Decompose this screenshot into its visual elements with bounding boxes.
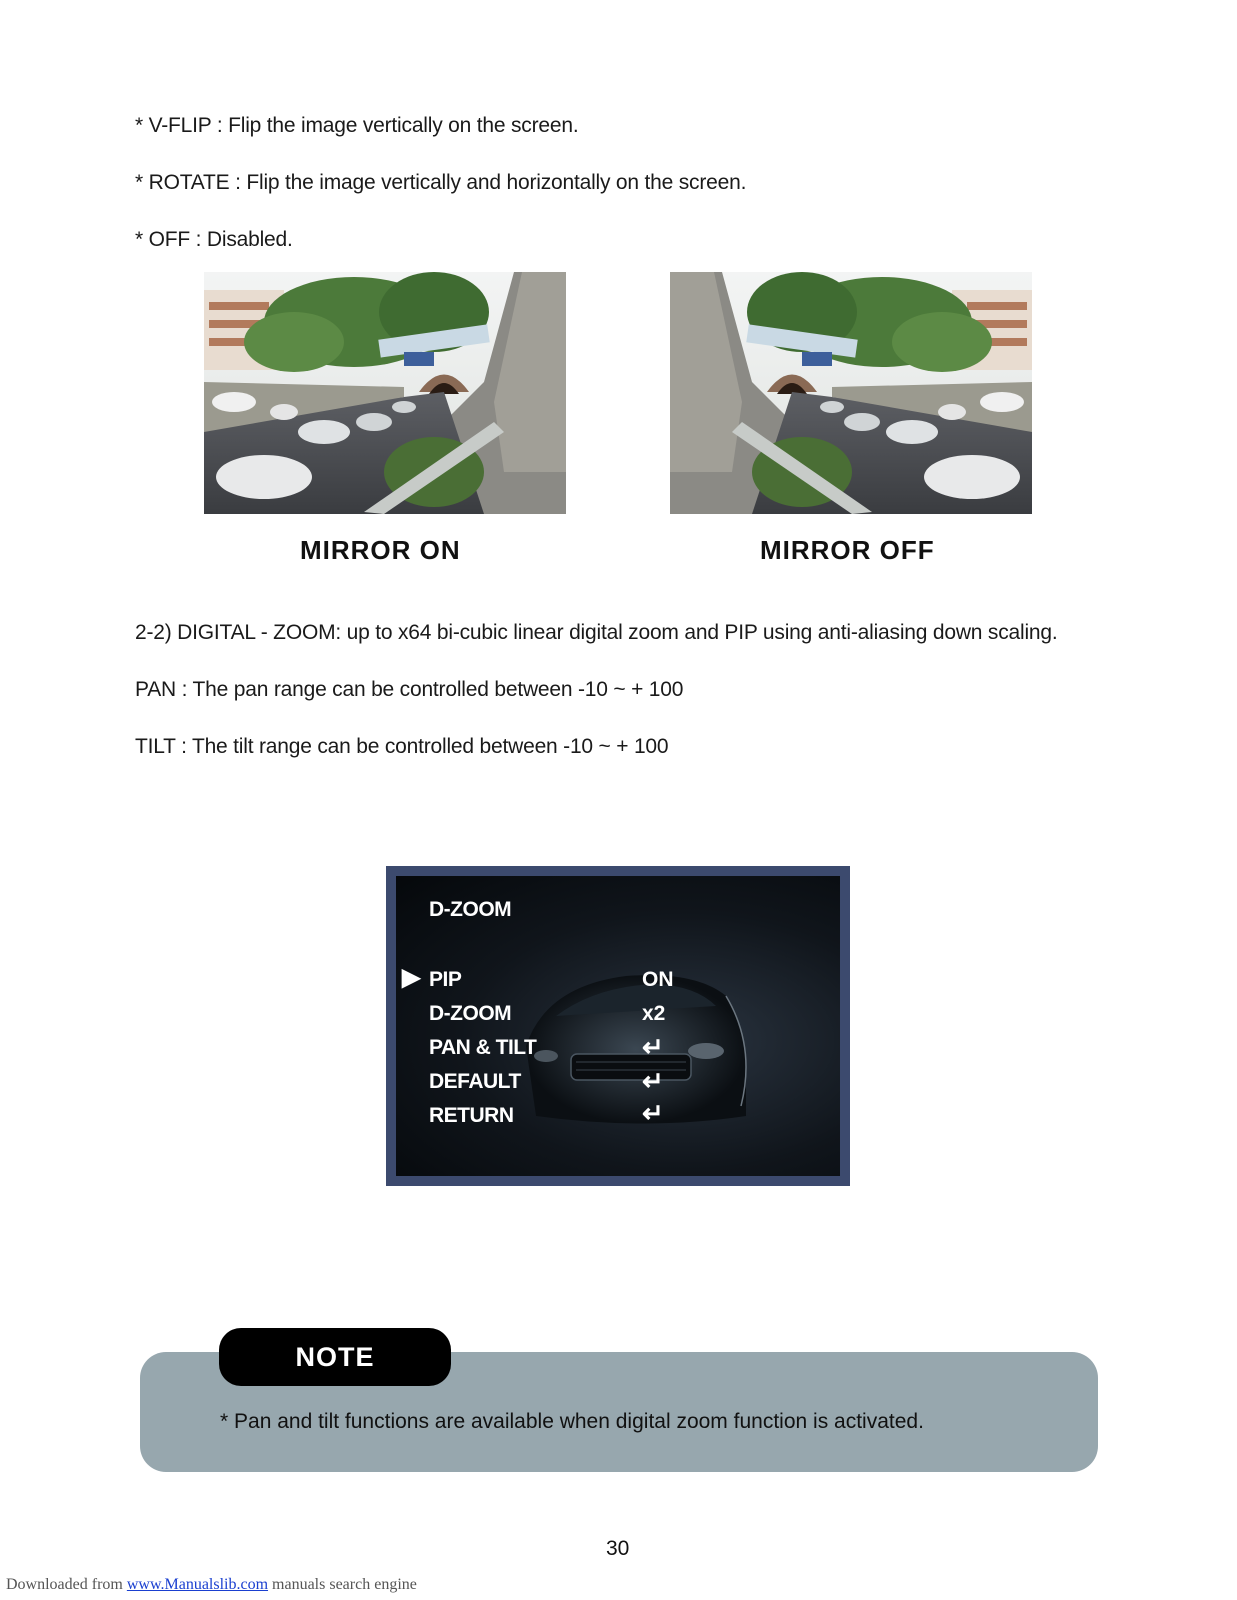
menu-title: D-ZOOM bbox=[429, 898, 512, 921]
menu-cursor-icon: ▶ bbox=[402, 964, 421, 991]
tilt-range: TILT : The tilt range can be controlled between -10 ~ + 100 bbox=[135, 735, 669, 758]
menu-value-pip[interactable]: ON bbox=[642, 968, 674, 991]
note-heading: NOTE bbox=[219, 1328, 451, 1386]
enter-icon[interactable]: ↵ bbox=[642, 1032, 664, 1062]
dzoom-menu-screen bbox=[396, 876, 840, 1176]
dzoom-intro: 2-2) DIGITAL - ZOOM: up to x64 bi-cubic linear digital zoom and PIP using anti-aliasing down scaling. bbox=[135, 621, 1058, 644]
pan-range: PAN : The pan range can be controlled between -10 ~ + 100 bbox=[135, 678, 684, 701]
mirror-on-photo bbox=[204, 272, 566, 514]
menu-item-return[interactable]: RETURN bbox=[429, 1104, 514, 1127]
menu-value-dzoom[interactable]: x2 bbox=[642, 1002, 666, 1025]
page-number: 30 bbox=[606, 1537, 630, 1560]
footer bbox=[6, 1576, 417, 1594]
enter-icon[interactable]: ↵ bbox=[642, 1098, 664, 1128]
off-description: * OFF : Disabled. bbox=[135, 228, 293, 251]
menu-item-pip[interactable]: PIP bbox=[429, 968, 462, 991]
dzoom-menu-frame bbox=[386, 866, 850, 1186]
enter-icon[interactable]: ↵ bbox=[642, 1066, 664, 1096]
note-text: * Pan and tilt functions are available when digital zoom function is activated. bbox=[220, 1410, 924, 1433]
footer-suffix: manuals search engine bbox=[268, 1576, 417, 1593]
mirror-on-caption: MIRROR ON bbox=[300, 535, 461, 565]
vflip-description: * V-FLIP : Flip the image vertically on the screen. bbox=[135, 114, 579, 137]
menu-item-default[interactable]: DEFAULT bbox=[429, 1070, 521, 1093]
menu-item-pan-tilt[interactable]: PAN & TILT bbox=[429, 1036, 537, 1059]
rotate-description: * ROTATE : Flip the image vertically and horizontally on the screen. bbox=[135, 171, 747, 194]
mirror-off-photo bbox=[670, 272, 1032, 514]
menu-item-dzoom[interactable]: D-ZOOM bbox=[429, 1002, 512, 1025]
mirror-off-caption: MIRROR OFF bbox=[760, 535, 935, 565]
footer-link[interactable]: www.Manualslib.com bbox=[126, 1576, 269, 1593]
footer-prefix: Downloaded from bbox=[6, 1576, 127, 1593]
